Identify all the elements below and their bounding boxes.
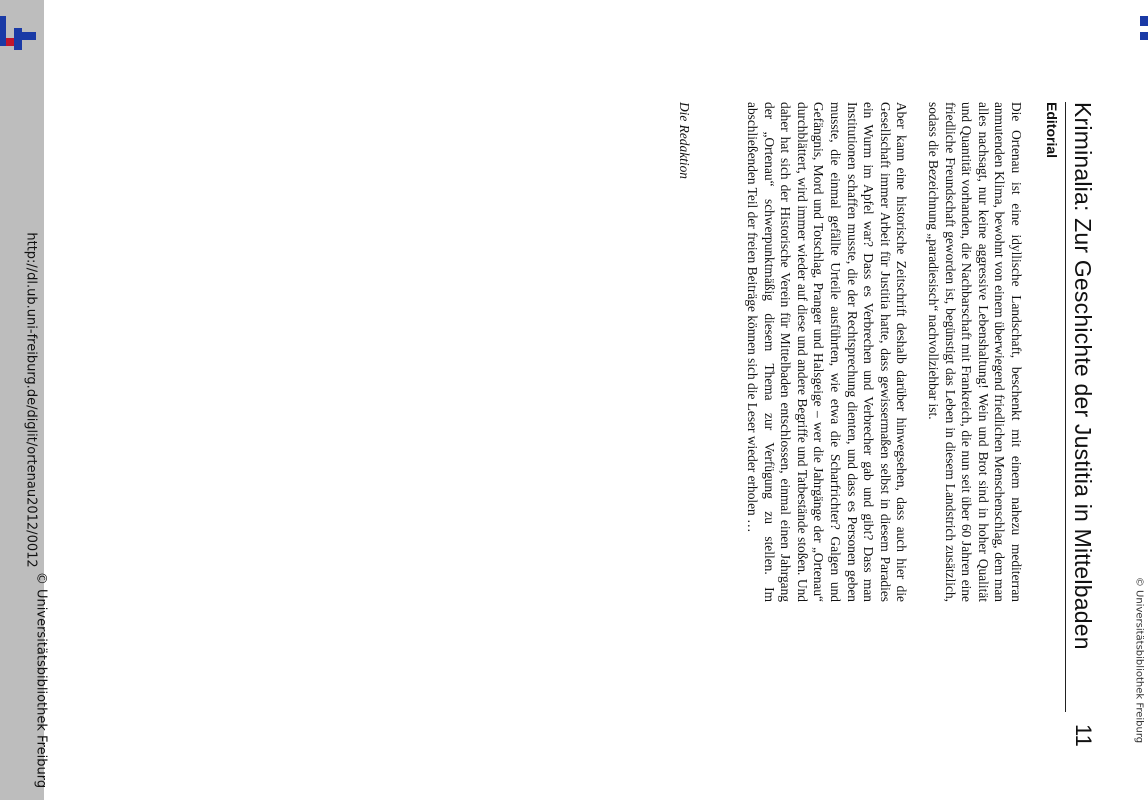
article-title: Kriminalia: Zur Geschichte der Justitia in Mittelbaden [1070,102,1096,650]
page-number: 11 [1071,724,1096,747]
section-label: Editorial [1044,102,1060,159]
right-edge-clipped-text: © Universitätsbibliothek Freiburg [1133,576,1145,744]
document-url[interactable]: http://dl.ub.uni-freiburg.de/diglit/ortenau2012/0012 [23,232,39,568]
page-edge-logo-icon [1134,10,1148,50]
copyright-notice: © Universitätsbibliothek Freiburg [33,571,49,789]
body-text [729,102,1025,602]
paragraph: Aber kann eine historische Zeitschrift deshalb darüber hinwegsehen, dass auch hier die Gesellschaft immer Arbeit für Justitia hatte, dass gewissermaßen selbst in diesem Paradies ein Wurm im Apfel war? Dass es Verbrechen und Verbrecher gab und gibt? Dass man Institutionen schaffen musste, die der Rechtsprechung dienten, und dass es Personen geben musste, die einmal gefällte Urteile ausführten, wie etwa die Scharfrichter? Galgen und Gefängnis, Mord und Totschlag, Pranger und Halsgeige – wer die Jahrgänge der „Ortenau“ durchblättert, wird immer wieder auf diese und andere Begriffe und Tatbestände stoßen. Und daher hat sich der Historische Verein für Mittelbaden entschlossen, einmal einen Jahrgang der „Ortenau“ schwerpunktmäßig diesem Thema zur Verfügung zu stellen. Im abschließenden Teil der freien Beiträge können sich die Leser wieder erholen … [745,102,910,602]
header-rule [1065,102,1066,712]
scanned-page [10,60,1100,760]
signature: Die Redaktion [677,102,692,179]
university-logo-icon [0,10,44,54]
paragraph: Die Ortenau ist eine idyllische Landschaft, beschenkt mit einem nahezu mediterran anmutenden Klima, bewohnt von einem überwiegend friedlichen Menschenschlag, dem man alles nachsagt, nur keine aggressive Lebenshaltung! Wein und Brot sind in hoher Qualität und Quantität vorhanden, die Nachbarschaft mit Frankreich, die nun seit über 60 Jahren eine friedliche Freundschaft geworden ist, begünstigt das Leben in diesem Landstrich zusätzlich, sodass die Bezeichnung „paradiesisch“ nachvollziehbar ist. [926,102,1024,602]
